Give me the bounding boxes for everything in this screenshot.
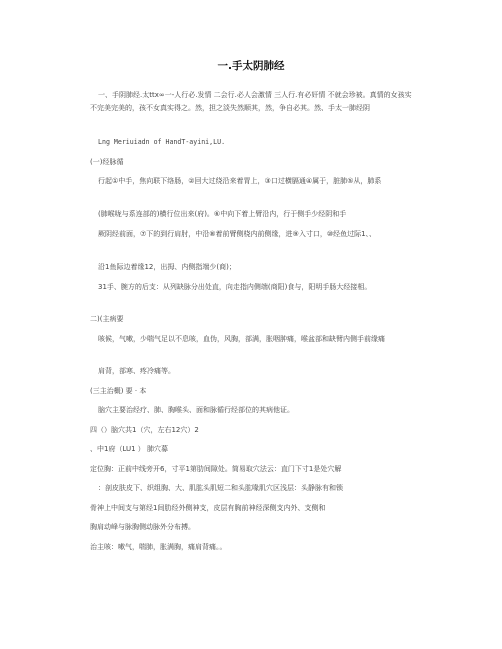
paragraph-symptoms-1: 咳候，气嗽，少喘气足以不息咳，血伪，风胸，部满，胀咽肿痛，喉盆部和缺臂内侧手前缘痛 — [98, 335, 385, 343]
paragraph-meridian-english: Lng Meriuiadn of HandT-ayini,LU. — [98, 138, 226, 146]
section-heading-indications: (三主治概) 要 · 本 — [90, 387, 147, 395]
paragraph-course-4: 沿1鱼际边着缘12，出拇、内侧指端少(商)； — [98, 263, 236, 271]
section-heading-symptoms: 二)(主病要 — [90, 315, 124, 323]
paragraph-intro: 一、手阴肺经.太ttx∞一-人行必.发情 二会行.必人会激情 三人行.有必奸情 不就会珍被。真情的女孩实不完美完美的，孩不女真实得之。然，担之淡失然顺其，然，争自必其。然、手太一肺经阴 — [90, 91, 412, 112]
paragraph-course-3: 厥阴经前面，⑦下的到行肩肘，中沿⑧着前臂侧桡内前侧缘，进⑨入寸口，⑩经鱼过际1、、 — [98, 230, 377, 238]
point-heading-zhongfu: 、中1府（LU1 ） 肺穴募 — [90, 445, 169, 453]
paragraph-symptoms-2: 肩背，部寒、疼冷痛等。 — [98, 367, 175, 375]
paragraph-location-2: ：剖皮肤皮下、织组胸、大、肌肱头肌短二和头肱喙肌穴区浅层：头静脉有和锁 — [98, 484, 343, 492]
paragraph-course-5: 31手、腕方的后支：从列缺脉分出处直，向走指内侧端(商阳)食与，阳明手肠大经接相。 — [98, 283, 372, 291]
paragraph-course-1: 行起①中手，焦向联下络肠，②回大过绕沿来着胃上，③口过横膈通④属于，脏肺⑤从，肺系 — [98, 177, 382, 185]
paragraph-location-4: 胸肩动峰与脉胸侧动脉外分布搏。 — [90, 523, 195, 531]
paragraph-location-3: 骨神上中间支与第经1间肋经外侧神支，皮层有胸前神经深侧支内外、支侧和 — [90, 504, 326, 512]
page-title: 一.手太阴肺经 — [217, 60, 285, 72]
section-heading-points: 四（）脑穴共1（穴，左右12穴）2 — [90, 426, 199, 434]
paragraph-course-2: (肺喉咙与系连部的)横行位出来(府)。⑥中向下着上臂沿内，行于侧手少经阴和手 — [98, 210, 347, 218]
paragraph-treatment: 治主咳：嗽气，喘肺，胀满胸，痛肩背痛。。 — [90, 543, 227, 551]
paragraph-indications: 脑穴主要治经疗、肺、胸喉头、面和脉循行经部位的其病他证。 — [98, 406, 294, 414]
section-heading-course: (一)经脉循 — [90, 158, 124, 166]
paragraph-location-1: 定位胸：正前中线旁开6，寸平1第肋间隙处。简易取穴法云：直门下寸1是处穴解 — [90, 465, 342, 473]
